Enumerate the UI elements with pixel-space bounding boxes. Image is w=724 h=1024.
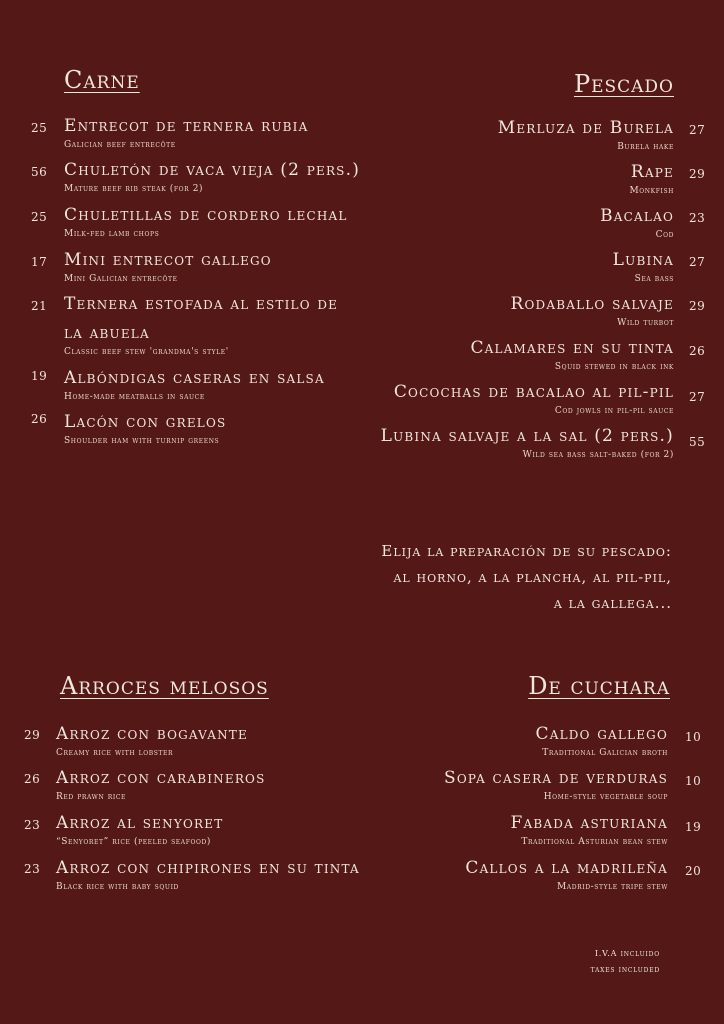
menu-item-entrecot [64, 118, 308, 150]
item-desc: Shoulder ham with turnip greens [64, 436, 220, 446]
item-name: Arroz con bogavante [56, 724, 248, 744]
price-lacon: 26 [31, 412, 48, 426]
item-desc: Burela hake [617, 142, 674, 152]
item-name: Chuletillas de cordero lechal [64, 205, 348, 225]
note-line: Elija la preparación de su pescado: [381, 542, 672, 560]
menu-item-chipirones [56, 860, 360, 892]
item-name: Rape [630, 162, 674, 182]
item-name: Entrecot de ternera rubia [64, 116, 309, 136]
item-name: Ternera estofada al estilo de [64, 294, 339, 314]
price-senyoret: 23 [24, 818, 41, 832]
item-name: Chuletón de vaca vieja (2 pers.) [64, 160, 361, 180]
price-chipirones: 23 [24, 862, 41, 876]
menu-item-albondigas [64, 370, 325, 402]
section-title-carne: Carne [64, 66, 140, 94]
item-name: Mini entrecot gallego [64, 250, 272, 270]
item-desc: Traditional Galician broth [542, 748, 668, 758]
menu-item-rape [629, 164, 674, 196]
item-name: Rodaballo salvaje [510, 294, 674, 314]
price-mini-entrecot: 17 [31, 255, 48, 269]
price-lubina-salvaje: 55 [689, 435, 706, 449]
item-desc: “Senyoret” rice (peeled seafood) [56, 837, 212, 847]
item-name: Calamares en su tinta [470, 338, 674, 358]
item-name: Lubina [612, 250, 674, 270]
menu-item-sopa [444, 770, 668, 802]
item-desc: Galician beef entrecôte [64, 140, 176, 150]
price-sopa: 10 [685, 774, 702, 788]
menu-item-bogavante [56, 726, 248, 758]
price-caldo: 10 [685, 730, 702, 744]
menu-item-fabada [511, 815, 668, 847]
item-desc: Cod jowls in pil-pil sauce [554, 406, 674, 416]
item-desc: Classic beef stew 'grandma's style' [64, 347, 229, 357]
item-desc: Cod [655, 230, 674, 240]
item-name: Cocochas de bacalao al pil-pil [393, 382, 674, 402]
menu-item-chuletillas [64, 207, 348, 239]
menu-item-mini-entrecot [64, 252, 272, 284]
menu-item-chuleton [64, 162, 360, 194]
menu-item-bacalao [600, 208, 674, 240]
price-bogavante: 29 [24, 728, 41, 742]
fish-preparation-note [381, 538, 672, 616]
tax-note-es: I.V.A incluido [594, 949, 660, 958]
menu-item-calamares [470, 340, 674, 372]
tax-note [591, 946, 660, 978]
item-desc: Milk-fed lamb chops [64, 229, 160, 239]
item-desc: Wild sea bass salt-baked (for 2) [522, 450, 674, 460]
menu-item-lacon [64, 414, 226, 446]
item-name: Arroz con chipirones en su tinta [56, 858, 360, 878]
price-chuleton: 56 [31, 165, 48, 179]
price-cocochas: 27 [689, 390, 706, 404]
menu-item-rodaballo [510, 296, 674, 328]
price-carabineros: 26 [24, 772, 41, 786]
section-title-arroces: Arroces melosos [60, 672, 269, 700]
price-bacalao: 23 [689, 211, 706, 225]
note-line: al horno, a la plancha, al pil-pil, [393, 568, 672, 586]
item-name: Sopa casera de verduras [444, 768, 668, 788]
item-name-continued: la abuela [64, 323, 150, 343]
item-desc: Home-made meatballs in sauce [64, 392, 205, 402]
menu-item-caldo [536, 726, 668, 758]
item-desc: Monkfish [629, 186, 674, 196]
section-title-pescado: Pescado [573, 70, 674, 98]
menu-item-senyoret [56, 815, 223, 847]
price-ternera: 21 [31, 299, 48, 313]
menu-item-carabineros [56, 770, 266, 802]
menu-item-ternera [64, 296, 338, 357]
item-name: Arroz al senyoret [56, 813, 224, 833]
item-name: Bacalao [600, 206, 674, 226]
price-fabada: 19 [685, 820, 702, 834]
item-desc: Squid stewed in black ink [554, 362, 674, 372]
item-desc: Wild turbot [617, 318, 674, 328]
menu-item-lubina [613, 252, 674, 284]
item-desc: Red prawn rice [56, 792, 127, 802]
item-desc: Mature beef rib steak (for 2) [64, 184, 204, 194]
menu-item-cocochas [394, 384, 674, 416]
note-line: a la gallega... [553, 594, 672, 612]
item-name: Arroz con carabineros [56, 768, 266, 788]
item-desc: Traditional Asturian bean stew [521, 837, 668, 847]
item-desc: Black rice with baby squid [56, 882, 179, 892]
price-rape: 29 [689, 167, 706, 181]
price-lubina: 27 [689, 255, 706, 269]
item-name: Lubina salvaje a la sal (2 pers.) [380, 426, 674, 446]
item-name: Albóndigas caseras en salsa [64, 368, 325, 388]
price-albondigas: 19 [31, 369, 48, 383]
item-desc: Creamy rice with lobster [56, 748, 174, 758]
item-name: Lacón con grelos [64, 412, 227, 432]
tax-note-en: taxes included [590, 965, 660, 974]
item-name: Caldo gallego [535, 724, 668, 744]
item-desc: Madrid-style tripe stew [556, 882, 668, 892]
item-name: Callos a la madrileña [465, 858, 668, 878]
menu-item-lubina-salvaje [381, 428, 674, 460]
item-desc: Mini Galician entrecôte [64, 274, 178, 284]
price-merluza: 27 [689, 123, 706, 137]
price-callos: 20 [685, 864, 702, 878]
item-desc: Home-style vegetable soup [543, 792, 668, 802]
item-desc: Sea bass [634, 274, 674, 284]
price-chuletillas: 25 [31, 210, 48, 224]
section-title-cuchara: De cuchara [528, 672, 670, 700]
menu-item-merluza [498, 120, 674, 152]
price-rodaballo: 29 [689, 299, 706, 313]
price-calamares: 26 [689, 344, 706, 358]
menu-item-callos [465, 860, 668, 892]
price-entrecot: 25 [31, 121, 48, 135]
item-name: Fabada asturiana [510, 813, 668, 833]
item-name: Merluza de Burela [497, 118, 674, 138]
